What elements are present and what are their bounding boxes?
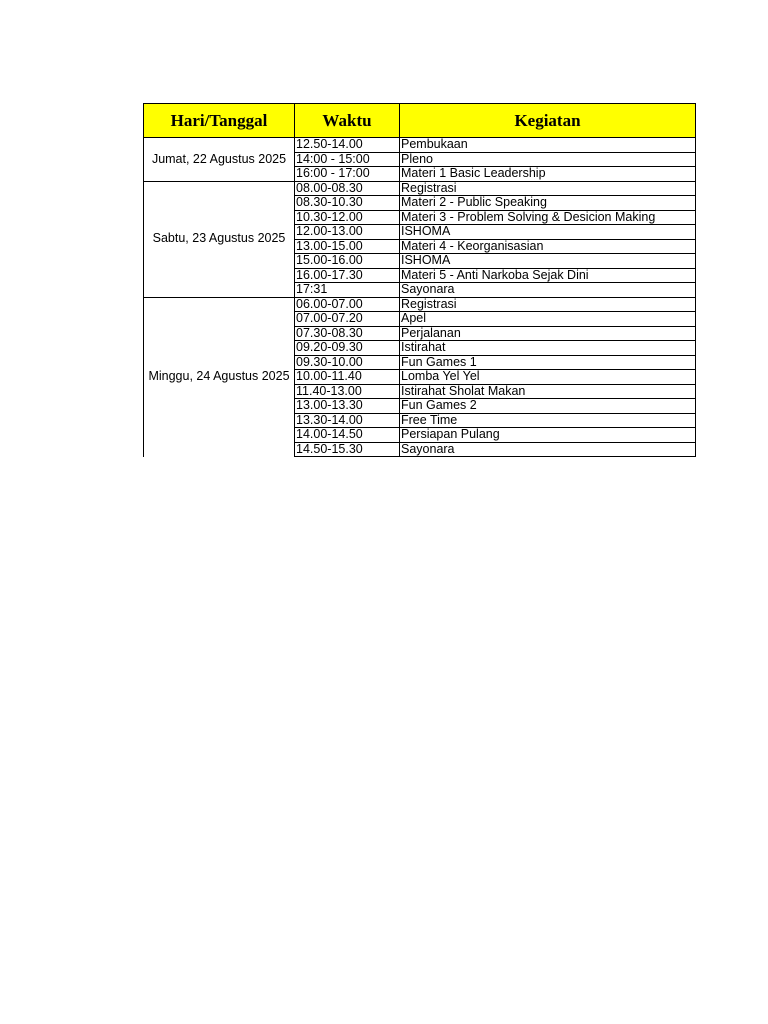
activity-cell: Persiapan Pulang [400,428,696,443]
time-cell: 13.00-13.30 [295,399,400,414]
time-cell: 16:00 - 17:00 [295,167,400,182]
activity-cell: Registrasi [400,181,696,196]
table-row [144,138,696,153]
header-activity: Kegiatan [400,104,696,138]
activity-cell: Materi 1 Basic Leadership [400,167,696,182]
activity-cell: Perjalanan [400,326,696,341]
time-cell: 07.00-07.20 [295,312,400,327]
time-cell: 14.50-15.30 [295,442,400,457]
time-cell: 10.00-11.40 [295,370,400,385]
day-cell: Minggu, 24 Agustus 2025 [144,297,295,457]
time-cell: 11.40-13.00 [295,384,400,399]
time-cell: 16.00-17.30 [295,268,400,283]
activity-cell: Sayonara [400,283,696,298]
time-cell: 12.50-14.00 [295,138,400,153]
activity-cell: Fun Games 1 [400,355,696,370]
time-cell: 08.30-10.30 [295,196,400,211]
header-day: Hari/Tanggal [144,104,295,138]
activity-cell: Istirahat Sholat Makan [400,384,696,399]
day-cell: Sabtu, 23 Agustus 2025 [144,181,295,297]
time-cell: 07.30-08.30 [295,326,400,341]
activity-cell: ISHOMA [400,225,696,240]
activity-cell: ISHOMA [400,254,696,269]
day-cell: Jumat, 22 Agustus 2025 [144,138,295,182]
activity-cell: Lomba Yel Yel [400,370,696,385]
time-cell: 09.30-10.00 [295,355,400,370]
activity-cell: Materi 3 - Problem Solving & Desicion Making [400,210,696,225]
activity-cell: Registrasi [400,297,696,312]
time-cell: 13.30-14.00 [295,413,400,428]
header-row [144,104,696,138]
time-cell: 14:00 - 15:00 [295,152,400,167]
activity-cell: Pleno [400,152,696,167]
schedule-table [143,103,696,457]
time-cell: 10.30-12.00 [295,210,400,225]
time-cell: 06.00-07.00 [295,297,400,312]
activity-cell: Materi 2 - Public Speaking [400,196,696,211]
time-cell: 12.00-13.00 [295,225,400,240]
activity-cell: Apel [400,312,696,327]
activity-cell: Sayonara [400,442,696,457]
time-cell: 08.00-08.30 [295,181,400,196]
table-row [144,297,696,312]
table-row [144,181,696,196]
time-cell: 15.00-16.00 [295,254,400,269]
time-cell: 17:31 [295,283,400,298]
activity-cell: Materi 5 - Anti Narkoba Sejak Dini [400,268,696,283]
activity-cell: Free Time [400,413,696,428]
activity-cell: Istirahat [400,341,696,356]
schedule-body [144,138,696,457]
time-cell: 14.00-14.50 [295,428,400,443]
activity-cell: Materi 4 - Keorganisasian [400,239,696,254]
activity-cell: Pembukaan [400,138,696,153]
activity-cell: Fun Games 2 [400,399,696,414]
time-cell: 13.00-15.00 [295,239,400,254]
time-cell: 09.20-09.30 [295,341,400,356]
header-time: Waktu [295,104,400,138]
